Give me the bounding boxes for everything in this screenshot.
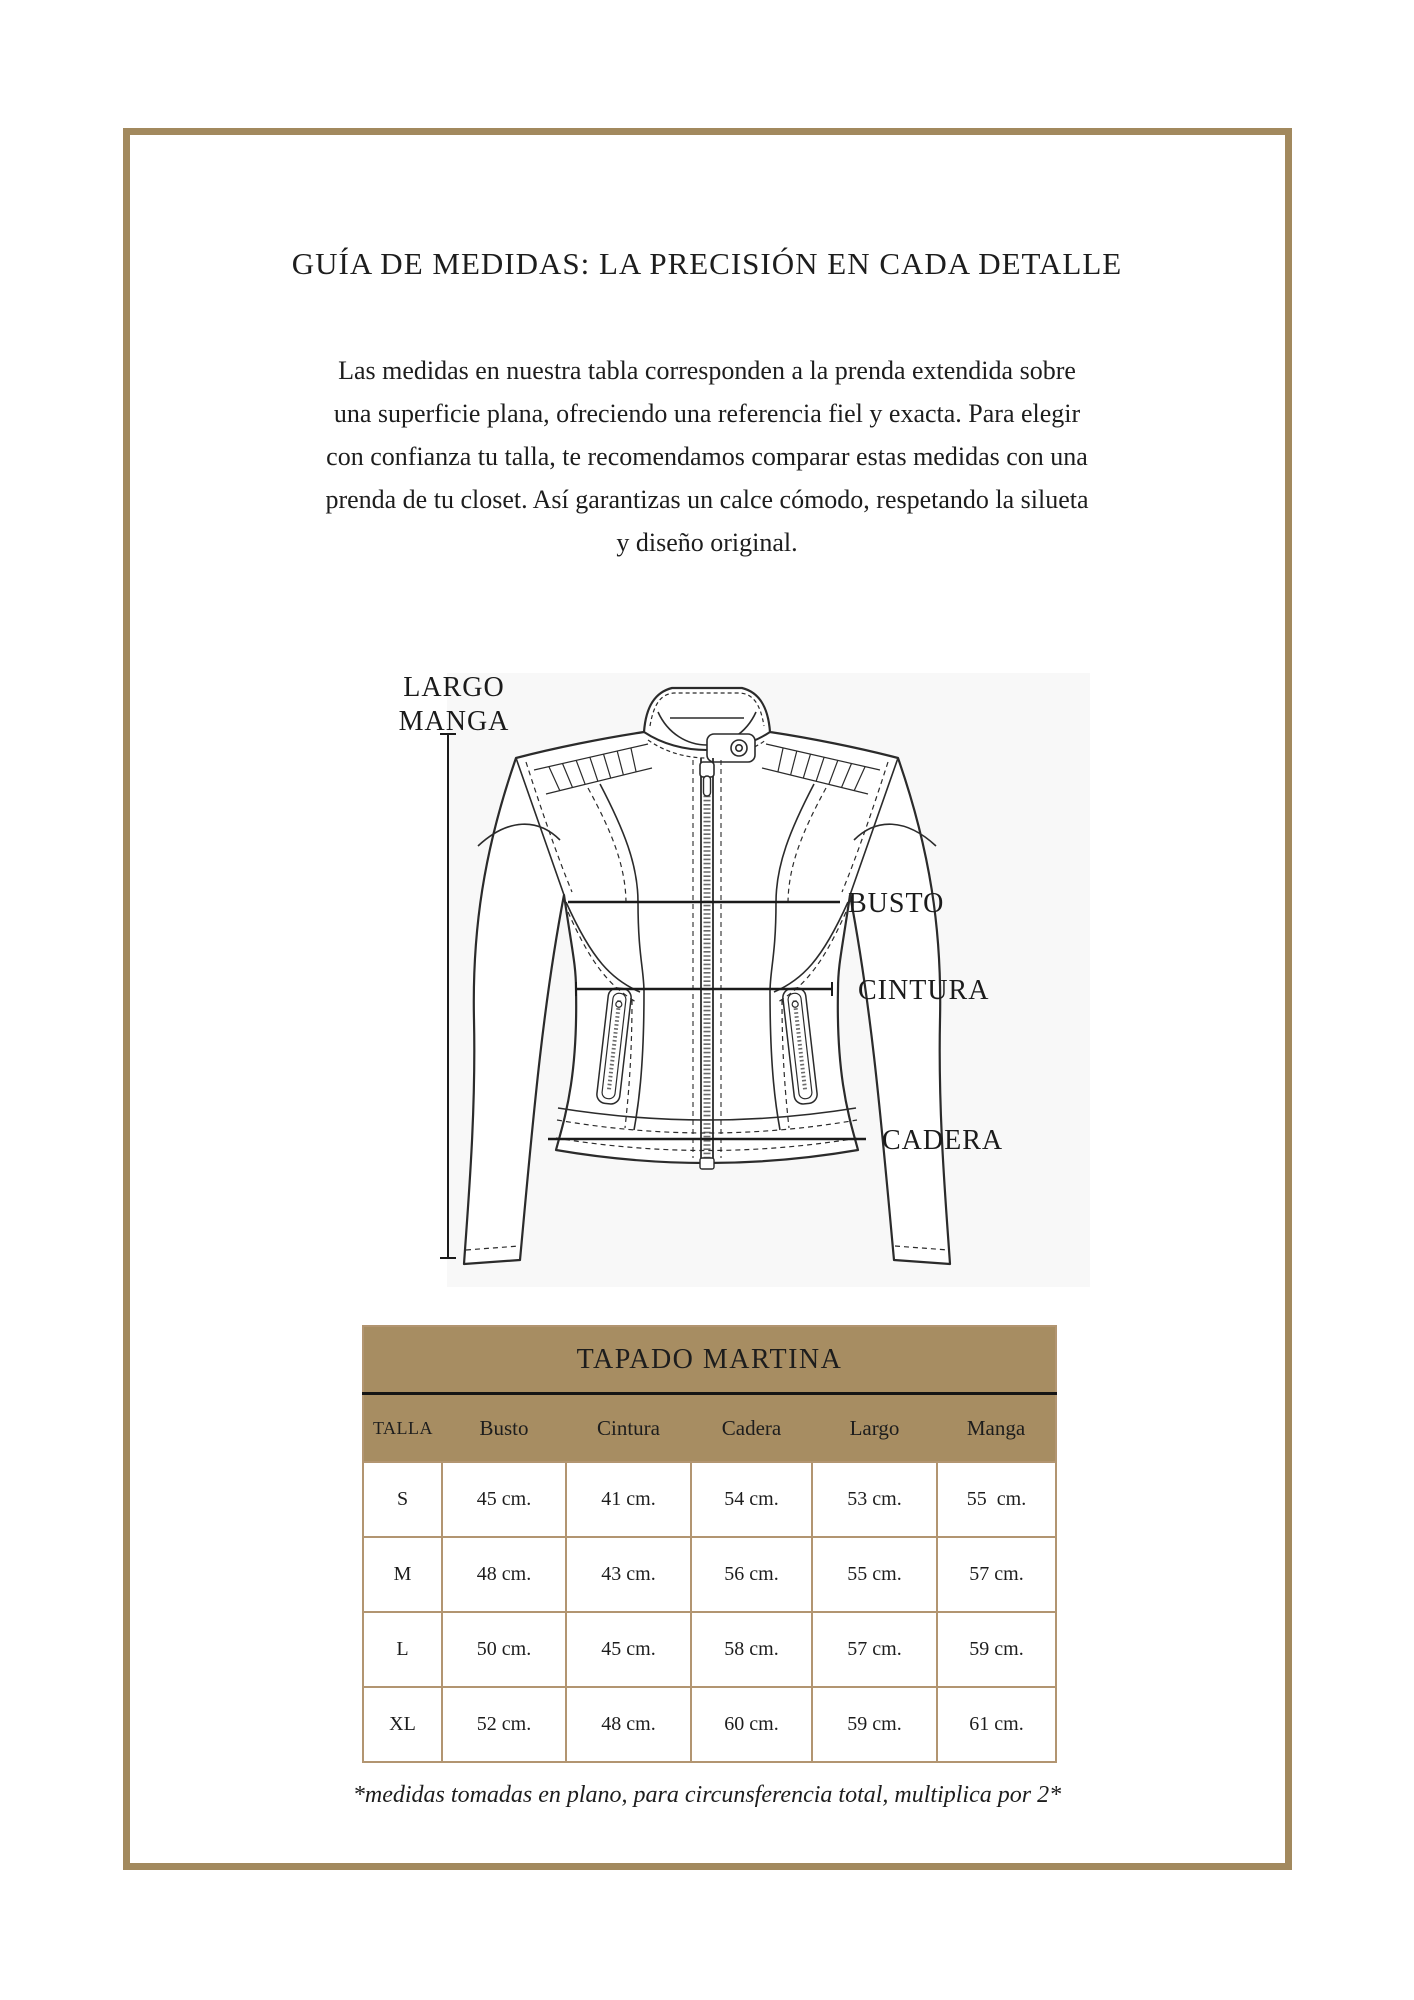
manga-label: MANGA: [398, 706, 510, 737]
table-header-row: [363, 1394, 1056, 1463]
column-header-largo: Largo: [812, 1394, 937, 1463]
cell-value: 57 cm.: [812, 1612, 937, 1687]
size-label: XL: [363, 1687, 442, 1762]
intro-paragraph: [227, 349, 1187, 564]
busto-label: BUSTO: [848, 888, 945, 919]
table-row: [363, 1462, 1056, 1537]
jacket-flat-sketch: [380, 660, 1090, 1300]
size-label: S: [363, 1462, 442, 1537]
cell-value: 50 cm.: [442, 1612, 566, 1687]
cell-value: 57 cm.: [937, 1537, 1056, 1612]
intro-line: Las medidas en nuestra tabla corresponden a la prenda extendida sobre: [338, 356, 1076, 385]
intro-line: prenda de tu closet. Así garantizas un calce cómodo, respetando la silueta: [325, 485, 1089, 514]
table-row: [363, 1687, 1056, 1762]
largo-label: LARGO: [403, 672, 505, 703]
cell-value: 55 cm.: [812, 1537, 937, 1612]
column-header-cintura: Cintura: [566, 1394, 691, 1463]
cintura-label: CINTURA: [858, 975, 990, 1006]
cell-value: 52 cm.: [442, 1687, 566, 1762]
zipper-slider: [700, 762, 714, 777]
cell-value: 48 cm.: [566, 1687, 691, 1762]
intro-line: y diseño original.: [616, 528, 798, 557]
column-header-talla: TALLA: [363, 1394, 442, 1463]
column-header-busto: Busto: [442, 1394, 566, 1463]
intro-line: con confianza tu talla, te recomendamos comparar estas medidas con una: [326, 442, 1088, 471]
product-name: TAPADO MARTINA: [363, 1326, 1056, 1394]
table-row: [363, 1537, 1056, 1612]
cell-value: 45 cm.: [442, 1462, 566, 1537]
cell-value: 45 cm.: [566, 1612, 691, 1687]
cadera-label: CADERA: [882, 1125, 1004, 1156]
cell-value: 59 cm.: [937, 1612, 1056, 1687]
column-header-manga: Manga: [937, 1394, 1056, 1463]
size-table: [362, 1325, 1055, 1763]
table-row: [363, 1612, 1056, 1687]
size-label: L: [363, 1612, 442, 1687]
cell-value: 53 cm.: [812, 1462, 937, 1537]
column-header-cadera: Cadera: [691, 1394, 812, 1463]
size-label: M: [363, 1537, 442, 1612]
cell-value: 43 cm.: [566, 1537, 691, 1612]
measurement-diagram: [380, 660, 1090, 1300]
intro-line: una superficie plana, ofreciendo una referencia fiel y exacta. Para elegir: [333, 399, 1081, 428]
cell-value: 41 cm.: [566, 1462, 691, 1537]
cell-value: 61 cm.: [937, 1687, 1056, 1762]
cell-value: 48 cm.: [442, 1537, 566, 1612]
cell-value: 58 cm.: [691, 1612, 812, 1687]
measurement-footnote: *medidas tomadas en plano, para circunsferencia total, multiplica por 2*: [352, 1782, 1062, 1808]
cell-value: 55 cm.: [937, 1462, 1056, 1537]
cell-value: 54 cm.: [691, 1462, 812, 1537]
cell-value: 56 cm.: [691, 1537, 812, 1612]
cell-value: 60 cm.: [691, 1687, 812, 1762]
cell-value: 59 cm.: [812, 1687, 937, 1762]
page-title: GUÍA DE MEDIDAS: LA PRECISIÓN EN CADA DETALLE: [291, 246, 1123, 281]
zipper-pull: [704, 776, 711, 796]
